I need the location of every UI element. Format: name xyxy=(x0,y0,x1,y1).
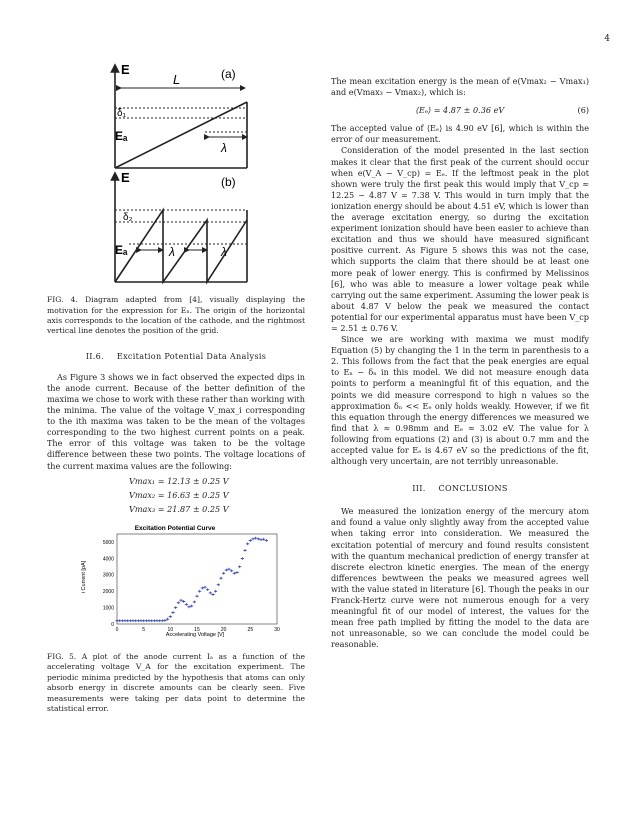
conclusion-paragraph: We measured the ionization energy of the mercury atom and found a value only slightly away from the accepted value when taking error into consideration. We measured the excitation potential of mercury and found results consistent with the quantum mechanical prediction of energy transfer at discrete electron kinetic energies. The mean of the energy differences bewtween the peaks we measured agrees well with the value stated in literature [6]. Though the peaks in our Franck-Hertz curve were not numerous enough for a very meaningful fit of our model of interest, the values for the mean free path implied by fitting the model to the data are not unreasonable, so we can conclude the model could be reasonable. xyxy=(331,506,589,650)
x-tick-label: 10 xyxy=(167,626,174,633)
x-tick-label: 30 xyxy=(274,626,280,633)
accepted-value-paragraph: The accepted value of ⟨Eₑ⟩ is 4.90 eV [6], which is within the error of our measurement. xyxy=(331,123,589,145)
panel-b-axis-label: E xyxy=(121,170,130,185)
delta2-label: δ₂ xyxy=(123,212,133,223)
y-tick-label: 5000 xyxy=(102,539,114,546)
section-iii-title: CONCLUSIONS xyxy=(438,483,508,494)
vmax-1: Vmax₁ = 12.13 ± 0.25 V xyxy=(129,475,229,486)
x-tick-label: 20 xyxy=(220,626,227,633)
page-number: 4 xyxy=(604,34,610,44)
vmax-list xyxy=(129,476,305,515)
y-tick-label: 3000 xyxy=(102,572,114,579)
figure4-panel-a xyxy=(115,62,247,168)
lambda-label-b2: λ xyxy=(221,245,227,259)
length-label: L xyxy=(173,72,181,87)
y-tick-label: 2000 xyxy=(102,589,114,596)
ea-label-b: Eₐ xyxy=(115,243,128,257)
section-ii6-heading xyxy=(47,351,305,362)
plot-area xyxy=(117,534,277,624)
panel-a-label: (a) xyxy=(221,67,236,81)
section-iii-number: III. xyxy=(412,483,426,494)
vmax-3: Vmax₃ = 21.87 ± 0.25 V xyxy=(129,503,229,514)
lambda-label-a: λ xyxy=(221,141,227,155)
model-paragraph: Consideration of the model presented in the last section makes it clear that the first peak of the current should occur when e(V_A − V_cp) = Eₑ. If the leftmost peak in the plot shown were truly the first peak this would imply that V_cp ≈ 12.25 − 4.87 V = 7.38 V. This would in turn imply that the ionization energy should be about 4.51 eV, which is lower than the average excitation energy, so during the excitation experiment ionization should have been easier to achieve than excitation and thus we should have measured significant positive current. As Figure 5 shows this was not the case, which supports the claim that there should be at least one more peak of lower energy. This is confirmed by Melissinos [6], who was able to measure a lower voltage peak while carrying out the same experiment. Assuming the lower peak is about 4.87 V below the peak we measured the contact potential for our experimental apparatus must have been V_cp = 2.51 ± 0.76 V. xyxy=(331,145,589,333)
x-tick-label: 25 xyxy=(247,626,254,633)
figure5-caption: FIG. 5. A plot of the anode current Iₐ as a function of the accelerating voltage V_A for the excitation experiment. The periodic minima predicted by the hypothesis that atoms can only absorb energy in discrete amounts can be clearly seen. Five measurements were taking per data point to determine the statistical error. xyxy=(47,652,305,714)
panel-b-label: (b) xyxy=(221,175,236,189)
section-ii6-number: II.6. xyxy=(85,350,104,361)
ea-label-a: Eₐ xyxy=(115,129,128,143)
panel-a-axis-label: E xyxy=(121,62,130,77)
maxima-paragraph: Since we are working with maxima we must modify Equation (5) by changing the 1 in the term in parenthesis to a 2. This follows from the fact that the peak energies are equal to Eₙ − δₙ in this model. We did not measure enough data points to perform a meaningful fit of this equation, and the points we did measure correspond to high n values so the approximation δₙ << Eₑ only holds weakly. However, if we fit this equation through the energy differences we measured we find that λ ≈ 0.98mm and Eₑ ≈ 3.02 eV. The value for λ following from equations (2) and (3) is about 0.7 mm and the accepted value for Eₑ is 4.67 eV so the predictions of the fit, although very uncertain, are not terribly unreasonable. xyxy=(331,334,589,467)
y-tick-label: 0 xyxy=(111,621,114,628)
figure5-chart xyxy=(47,521,305,639)
vmax-2: Vmax₂ = 16.63 ± 0.25 V xyxy=(129,489,229,500)
equation-6 xyxy=(331,105,589,116)
section-iii-heading xyxy=(331,483,589,494)
chart-title: Excitation Potential Curve xyxy=(134,524,216,532)
y-tick-label: 4000 xyxy=(102,556,114,563)
left-column xyxy=(47,60,305,714)
equation-6-body: ⟨Eₑ⟩ = 4.87 ± 0.36 eV xyxy=(415,105,505,116)
x-tick-label: 15 xyxy=(194,626,200,633)
right-column xyxy=(331,76,589,651)
x-tick-label: 0 xyxy=(115,626,119,633)
mean-excitation-intro: The mean excitation energy is the mean of e(Vmax₂ − Vmax₁) and e(Vmax₃ − Vmax₂), which is: xyxy=(331,76,589,98)
section-ii6-title: Excitation Potential Data Analysis xyxy=(116,350,267,361)
section-ii6-paragraph: As Figure 3 shows we in fact observed the expected dips in the anode current. Because of the better definition of the maxima we chose to work with these rather than working with the minima. The value of the voltage V_max_i corresponding to the ith maxima was taken to be the mean of the voltages corresponding to the two highest current points on a peak. The error of this voltage was taken to be the voltage difference between these two points. The voltage locations of the current maxima values are the following: xyxy=(47,371,305,471)
chart-xlabel: Accelerating Voltage [V] xyxy=(165,631,225,638)
chart-ylabel: i Current [pA] xyxy=(81,560,87,594)
y-tick-label: 1000 xyxy=(102,605,114,612)
figure4-diagram xyxy=(47,60,305,286)
delta1-label: δ₁ xyxy=(117,108,126,119)
lambda-label-b1: λ xyxy=(169,245,175,259)
equation-6-number: (6) xyxy=(577,105,589,116)
x-tick-label: 5 xyxy=(142,626,146,633)
figure4-caption: FIG. 4. Diagram adapted from [4], visually displaying the motivation for the expression for Eₙ. The origin of the horizontal axis corresponds to the location of the cathode, and the rightmost vertical line denotes the position of the grid. xyxy=(47,295,305,336)
figure4-panel-b xyxy=(115,170,247,282)
